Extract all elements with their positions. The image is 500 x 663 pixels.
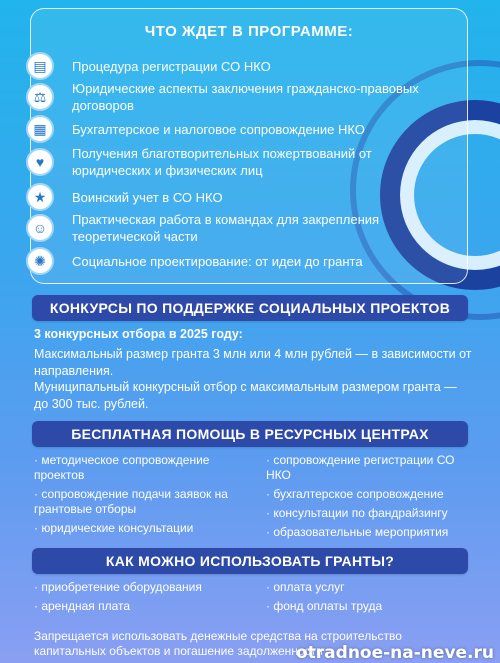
contests-lead: 3 конкурсных отбора в 2025 году: [34,327,243,341]
site-watermark[interactable]: otradnoe-na-neve.ru [295,643,494,663]
list-item: · юридические консультации [34,521,194,535]
contests-paragraph-1: Максимальный размер гранта 3 млн или 4 млн рублей — в зависимости от направления. [34,347,472,378]
list-item: · методическое сопровождение проектов [34,453,210,482]
list-item: · образовательные мероприятия [266,525,449,539]
program-item-text: Воинский учет в СО НКО [72,189,223,205]
program-item [26,52,442,80]
program-title: ЧТО ЖДЕТ В ПРОГРАММЕ: [144,23,354,40]
list-item: · приобретение оборудования [34,580,202,594]
program-item-text: Социальное проектирование: от идеи до гранта [72,253,363,269]
program-item [26,115,442,143]
help-banner: БЕСПЛАТНАЯ ПОМОЩЬ В РЕСУРСНЫХ ЦЕНТРАХ [32,421,468,447]
program-item [26,247,442,275]
program-item [26,183,442,211]
calculator-icon: ▦ [26,115,54,143]
program-item [26,80,442,114]
team-icon: ☺ [26,214,54,242]
charity-heart-icon: ♥ [26,148,54,176]
program-item-text: Получения благотворительных пожертвований от юридических и физических лиц [72,146,372,178]
contests-banner: КОНКУРСЫ ПО ПОДДЕРЖКЕ СОЦИАЛЬНЫХ ПРОЕКТОВ [32,295,468,321]
help-list-left [34,453,234,540]
program-item-text: Практическая работа в командах для закрепления теоретической части [72,212,380,244]
list-item: · оплата услуг [266,580,345,594]
list-item: · сопровождение подачи заявок на грантовые отборы [34,487,228,516]
grants-banner: КАК МОЖНО ИСПОЛЬЗОВАТЬ ГРАНТЫ? [32,548,468,574]
program-item [26,145,442,179]
grants-note: Запрещается использовать денежные средства на строительство капитальных объектов и погашение задолженности [34,629,402,658]
program-item [26,211,442,245]
scales-icon: ⚖ [26,83,54,111]
document-icon: ▤ [26,52,54,80]
contests-paragraph-2: Муниципальный конкурсный отбор с максимальным размером гранта — до 300 тыс. рублей. [34,380,457,411]
program-item-text: Процедура регистрации СО НКО [72,58,271,74]
list-item: · фонд оплаты труда [266,599,383,613]
program-item-text: Юридические аспекты заключения гражданско-правовых договоров [72,81,419,113]
help-list-right [266,453,466,544]
list-item: · консультации по фандрайзингу [266,506,448,520]
lightbulb-icon: ✺ [26,247,54,275]
grants-list-left [34,580,254,618]
program-item-text: Бухгалтерское и налоговое сопровождение НКО [72,121,365,137]
grants-list-right [266,580,466,618]
list-item: · арендная плата [34,599,131,613]
list-item: · сопровождение регистрации СО НКО [266,453,455,482]
list-item: · бухгалтерское сопровождение [266,487,444,501]
star-badge-icon: ★ [26,183,54,211]
